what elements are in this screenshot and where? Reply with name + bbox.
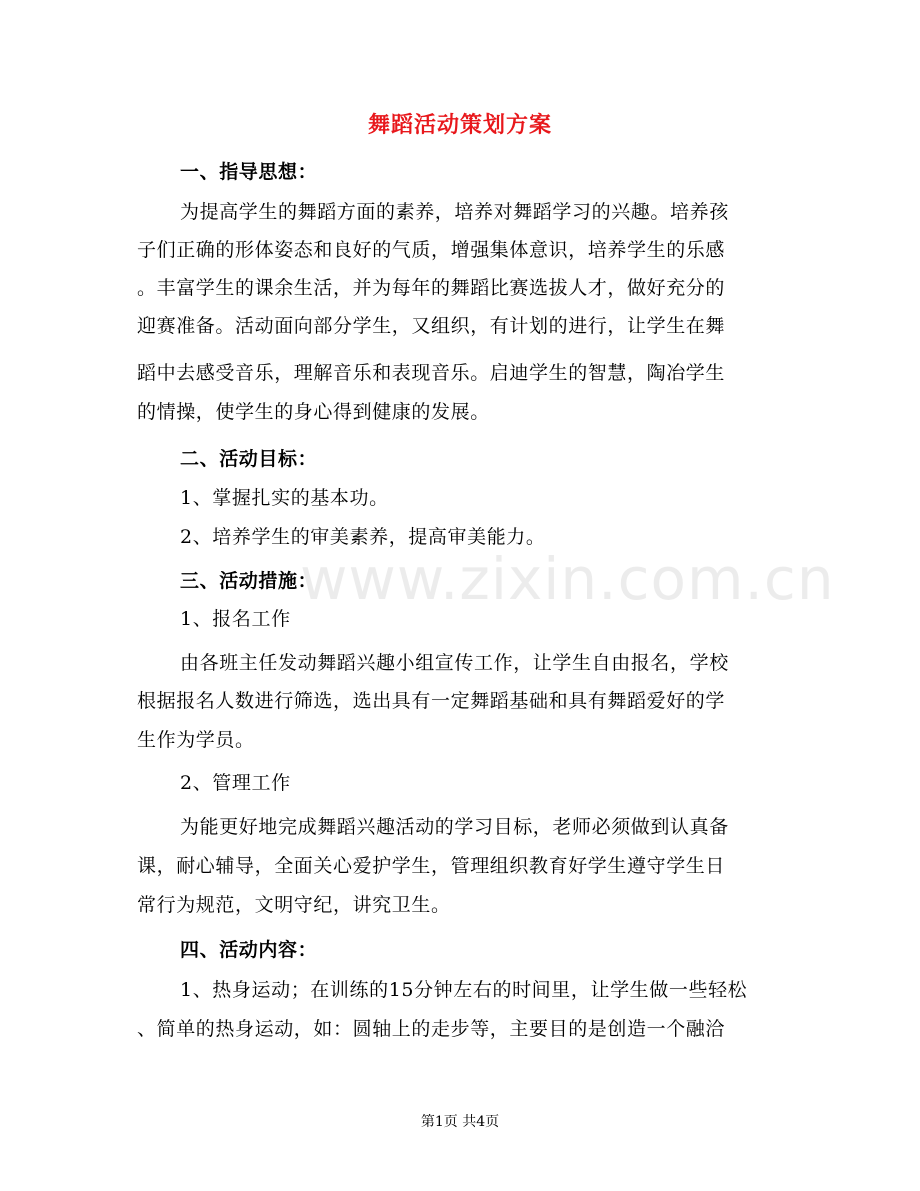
list-item: 2、培养学生的审美素养，提高审美能力。 <box>180 526 546 548</box>
document-title: 舞蹈活动策划方案 <box>367 112 552 138</box>
paragraph-line: 生作为学员。 <box>137 729 255 751</box>
paragraph-line: 根据报名人数进行筛选，选出具有一定舞蹈基础和具有舞蹈爱好的学 <box>137 690 726 712</box>
paragraph-line: 1、热身运动；在训练的15分钟左右的时间里，让学生做一些轻松 <box>180 979 748 1001</box>
subheading: 1、报名工作 <box>180 608 291 630</box>
section-heading-1: 一、指导思想： <box>180 161 318 183</box>
paragraph-line: 常行为规范，文明守纪，讲究卫生。 <box>137 894 451 916</box>
watermark-text: www.zixin.com.cn <box>300 545 835 613</box>
paragraph-line: 的情操，使学生的身心得到健康的发展。 <box>137 401 490 423</box>
paragraph-line: 由各班主任发动舞蹈兴趣小组宣传工作，让学生自由报名，学校 <box>180 652 729 674</box>
paragraph-line: 迎赛准备。活动面向部分学生，又组织，有计划的进行，让学生在舞 <box>137 315 726 337</box>
paragraph-line: 为提高学生的舞蹈方面的素养，培养对舞蹈学习的兴趣。培养孩 <box>180 201 729 223</box>
section-heading-2: 二、活动目标： <box>180 448 318 470</box>
list-item: 1、掌握扎实的基本功。 <box>180 487 389 509</box>
section-heading-3: 三、活动措施： <box>180 570 318 592</box>
paragraph-line: 课，耐心辅导，全面关心爱护学生，管理组织教育好学生遵守学生日 <box>137 855 726 877</box>
paragraph-line: 蹈中去感受音乐，理解音乐和表现音乐。启迪学生的智慧，陶冶学生 <box>137 362 726 384</box>
section-heading-4: 四、活动内容： <box>180 939 318 961</box>
paragraph-line: 。丰富学生的课余生活，并为每年的舞蹈比赛选拔人才，做好充分的 <box>137 277 726 299</box>
subheading: 2、管理工作 <box>180 772 291 794</box>
paragraph-line: 为能更好地完成舞蹈兴趣活动的学习目标，老师必须做到认真备 <box>180 816 729 838</box>
paragraph-line: 、简单的热身运动，如：圆轴上的走步等，主要目的是创造一个融洽 <box>137 1018 726 1040</box>
page-number: 第1页 共4页 <box>420 1114 500 1130</box>
paragraph-line: 子们正确的形体姿态和良好的气质，增强集体意识，培养学生的乐感 <box>137 239 726 261</box>
